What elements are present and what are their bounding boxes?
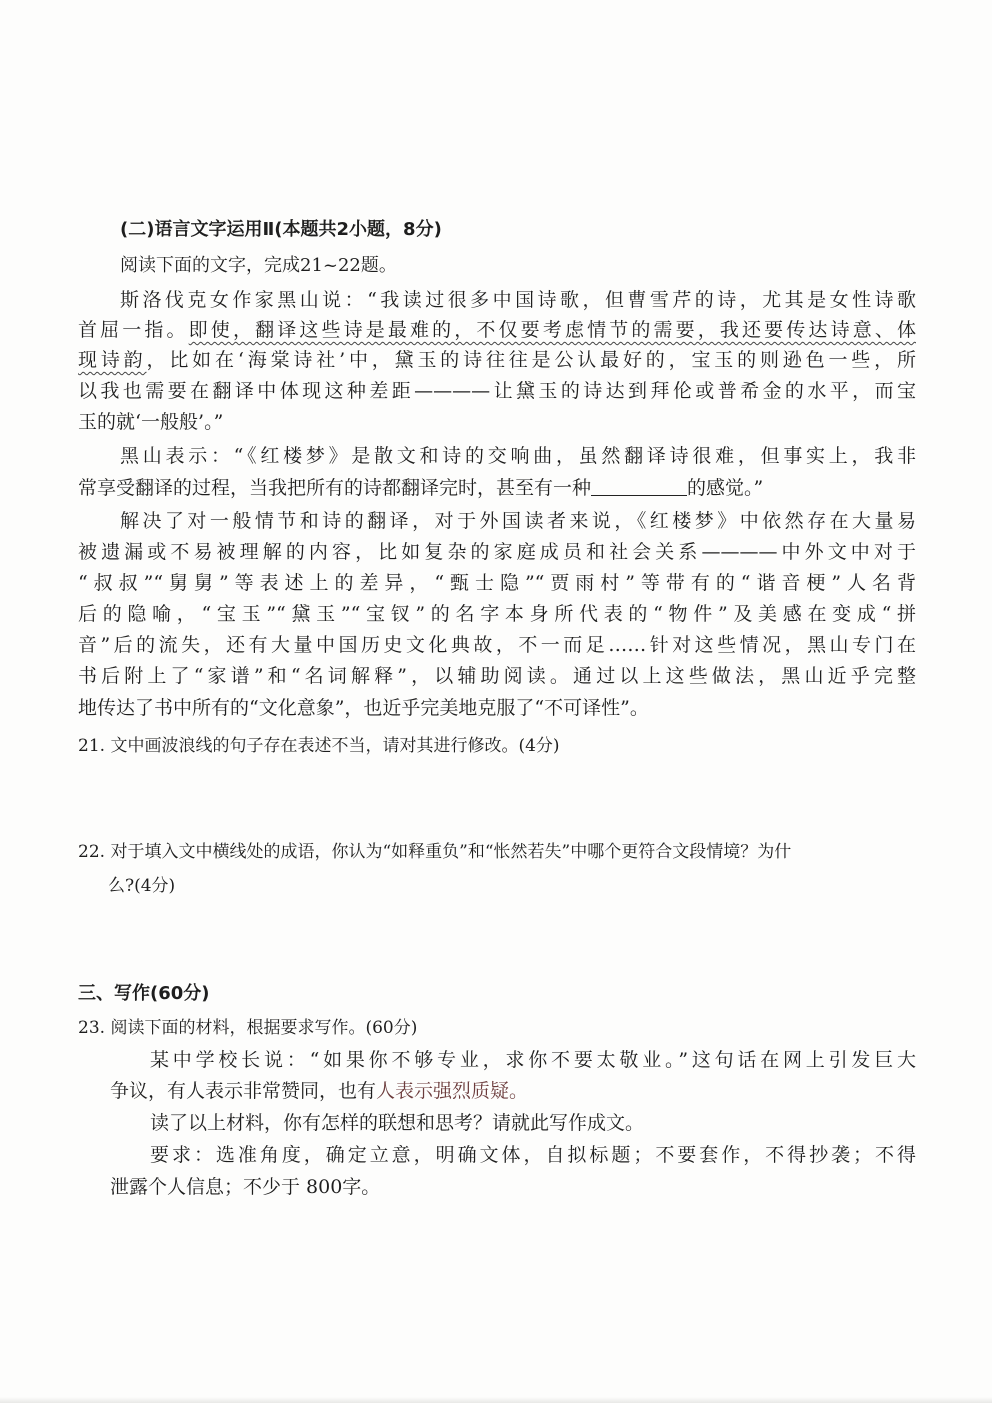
passage-line: 地传达了书中所有的“文化意象”，也近乎完美地克服了“不可译性”。 bbox=[78, 697, 649, 719]
material-line bbox=[110, 1077, 528, 1105]
material-line: 读了以上材料，你有怎样的联想和思考？请就此写作成文。 bbox=[150, 1112, 645, 1134]
question-22-cont: 么?(4分) bbox=[108, 876, 176, 896]
material-line: 某中学校长说：“如果你不够专业，求你不要太敬业。”这句话在网上引发巨大 bbox=[150, 1049, 916, 1071]
passage-line: 斯洛伐克女作家黑山说：“我读过很多中国诗歌，但曹雪芹的诗，尤其是女性诗歌 bbox=[120, 289, 916, 311]
passage-line bbox=[78, 316, 916, 344]
passage-line: 后的隐喻，“宝玉”“黛玉”“宝钗”的名字本身所代表的“物件”及美感在变成“拼 bbox=[78, 603, 916, 625]
material-line: 要求：选准角度，确定立意，明确文体，自拟标题；不要套作，不得抄袭；不得 bbox=[150, 1144, 916, 1166]
question-22: 22. 对于填入文中横线处的成语，你认为“如释重负”和“怅然若失”中哪个更符合文段情境？为什 bbox=[78, 842, 792, 862]
wavy-underlined-sentence: 即使，翻译这些诗是最难的，不仅要考虑情节的需要，我还要传达诗意、体 bbox=[188, 319, 916, 341]
passage-line: 音”后的流失，还有大量中国历史文化典故，不一而足……针对这些情况，黑山专门在 bbox=[78, 634, 916, 656]
passage-line: “叔叔”“舅舅”等表述上的差异，“甄士隐”“贾雨村”等带有的“谐音梗”人名背 bbox=[78, 572, 916, 594]
passage-text: 的感觉。” bbox=[687, 477, 764, 499]
passage-line: 玉的就‘一般般’。” bbox=[78, 411, 224, 433]
wavy-underlined-sentence: 现诗韵 bbox=[78, 349, 147, 371]
passage-line: 黑山表示：“《红楼梦》是散文和诗的交响曲，虽然翻译诗很难，但事实上，我非 bbox=[120, 445, 916, 467]
passage-line: 解决了对一般情节和诗的翻译，对于外国读者来说，《红楼梦》中依然存在大量易 bbox=[120, 510, 916, 532]
section3-heading: 三、写作(60分) bbox=[78, 983, 210, 1004]
fill-in-blank bbox=[591, 475, 687, 496]
question-21: 21. 文中画波浪线的句子存在表述不当，请对其进行修改。(4分) bbox=[78, 736, 560, 756]
passage-line bbox=[78, 474, 763, 502]
section2-heading: (二)语言文字运用Ⅱ(本题共2小题，8分) bbox=[120, 219, 442, 240]
material-text-highlight: 人表示强烈质疑。 bbox=[376, 1080, 529, 1102]
page-bottom-edge bbox=[0, 1397, 992, 1403]
material-text: 争议，有人表示非常赞同，也有 bbox=[110, 1080, 377, 1102]
passage-line bbox=[78, 346, 916, 374]
passage-text: 常享受翻译的过程，当我把所有的诗都翻译完时，甚至有一种 bbox=[78, 477, 592, 499]
passage-text: ，比如在‘海棠诗社’中，黛玉的诗往往是公认最好的，宝玉的则逊色一些，所 bbox=[146, 349, 916, 371]
section2-intro: 阅读下面的文字，完成21~22题。 bbox=[120, 255, 397, 276]
passage-line: 被遗漏或不易被理解的内容，比如复杂的家庭成员和社会关系————中外文中对于 bbox=[78, 541, 916, 563]
passage-line: 以我也需要在翻译中体现这种差距————让黛玉的诗达到拜伦或普希金的水平，而宝 bbox=[78, 380, 916, 402]
question-23: 23. 阅读下面的材料，根据要求写作。(60分) bbox=[78, 1018, 418, 1038]
material-line: 泄露个人信息；不少于 800字。 bbox=[110, 1176, 381, 1198]
passage-line: 书后附上了“家谱”和“名词解释”，以辅助阅读。通过以上这些做法，黑山近乎完整 bbox=[78, 665, 916, 687]
passage-text: 首屈一指。 bbox=[78, 319, 189, 341]
